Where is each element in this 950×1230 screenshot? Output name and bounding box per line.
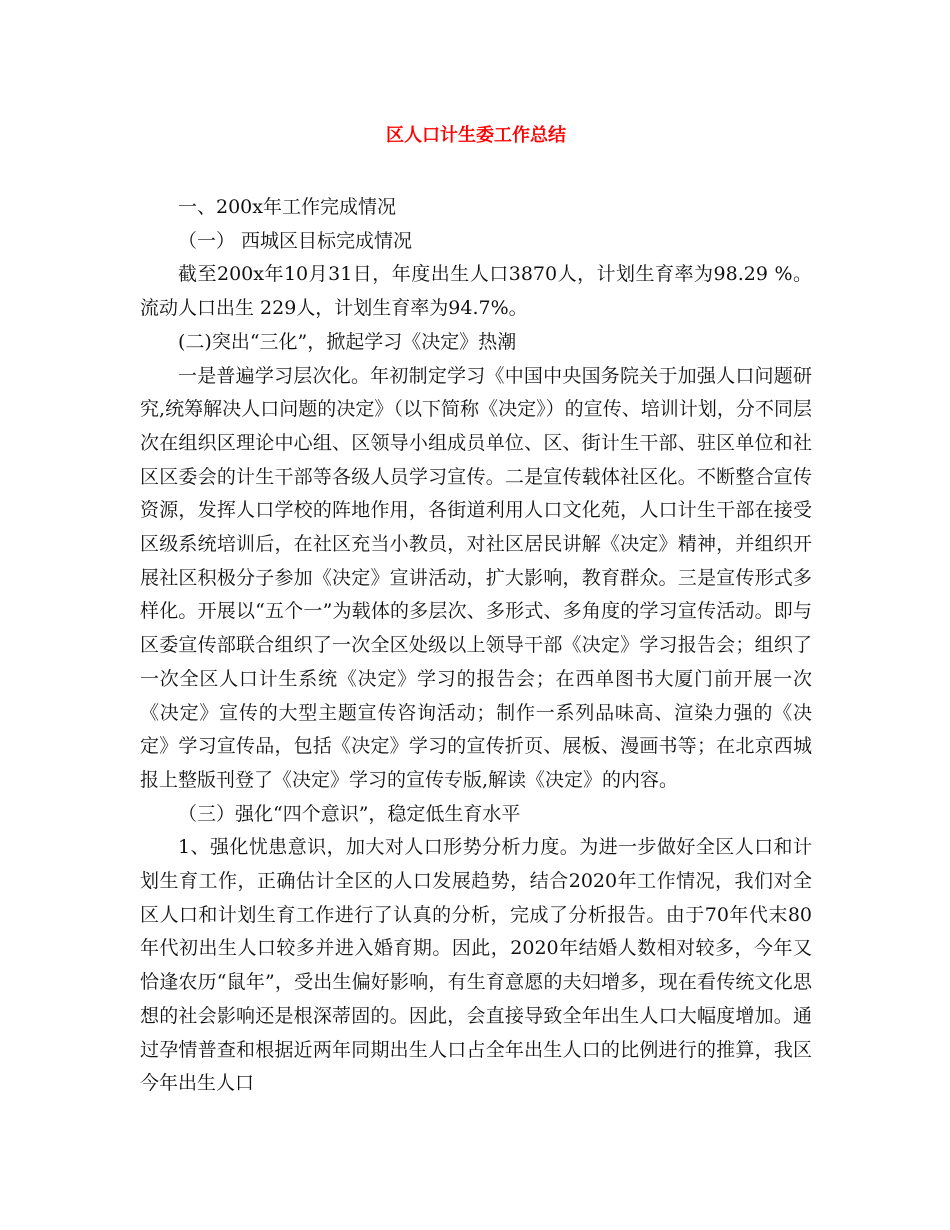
subsection-heading-3: （三）强化“四个意识”，稳定低生育水平: [178, 802, 521, 825]
document-title: 区人口计生委工作总结: [386, 125, 566, 146]
body-paragraph: 截至200x年10月31日，年度出生人口3870人，计划生育率为98.29 %。流动人口出生 229人，计划生育率为94.7%。: [140, 263, 812, 320]
body-paragraph: 1、强化忧患意识，加大对人口形势分析力度。为进一步做好全区人口和计划生育工作，正确估计全区的人口发展趋势，结合2020年工作情况，我们对全区人口和计划生育工作进行了认真的分析，完成了分析报告。由于70年代末80年代初出生人口较多并进入婚育期。因此，2020年结婚人数相对较多，今年又恰逢农历“鼠年”，受出生偏好影响，有生育意愿的夫妇增多，现在看传统文化思想的社会影响还是根深蒂固的。因此，会直接导致全年出生人口大幅度增加。通过孕情普查和根据近两年同期出生人口占全年出生人口的比例进行的推算，我区今年出生人口: [140, 836, 812, 1095]
body-paragraph: 一是普遍学习层次化。年初制定学习《中国中央国务院关于加强人口问题研究,统筹解决人口问题的决定》（以下简称《决定》）的宣传、培训计划，分不同层次在组织区理论中心组、区领导小组成员单位、区、街计生干部、驻区单位和社区区委会的计生干部等各级人员学习宣传。二是宣传载体社区化。不断整合宣传资源，发挥人口学校的阵地作用，各街道利用人口文化苑，人口计生干部在接受区级系统培训后，在社区充当小教员，对社区居民讲解《决定》精神，并组织开展社区积极分子参加《决定》宣讲活动，扩大影响，教育群众。三是宣传形式多样化。开展以“五个一”为载体的多层次、多形式、多角度的学习宣传活动。即与区委宣传部联合组织了一次全区处级以上领导干部《决定》学习报告会；组织了一次全区人口计生系统《决定》学习的报告会；在西单图书大厦门前开展一次《决定》宣传的大型主题宣传咨询活动；制作一系列品味高、渲染力强的《决定》学习宣传品，包括《决定》学习的宣传折页、展板、漫画书等；在北京西城报上整版刊登了《决定》学习的宣传专版,解读《决定》的内容。: [140, 364, 812, 791]
subsection-heading-2: (二)突出“三化”，掀起学习《决定》热潮: [178, 330, 517, 353]
document-body: [140, 191, 812, 1101]
subsection-heading-1: （一） 西城区目标完成情况: [178, 229, 413, 252]
section-heading-1: 一、200x年工作完成情况: [178, 196, 396, 218]
